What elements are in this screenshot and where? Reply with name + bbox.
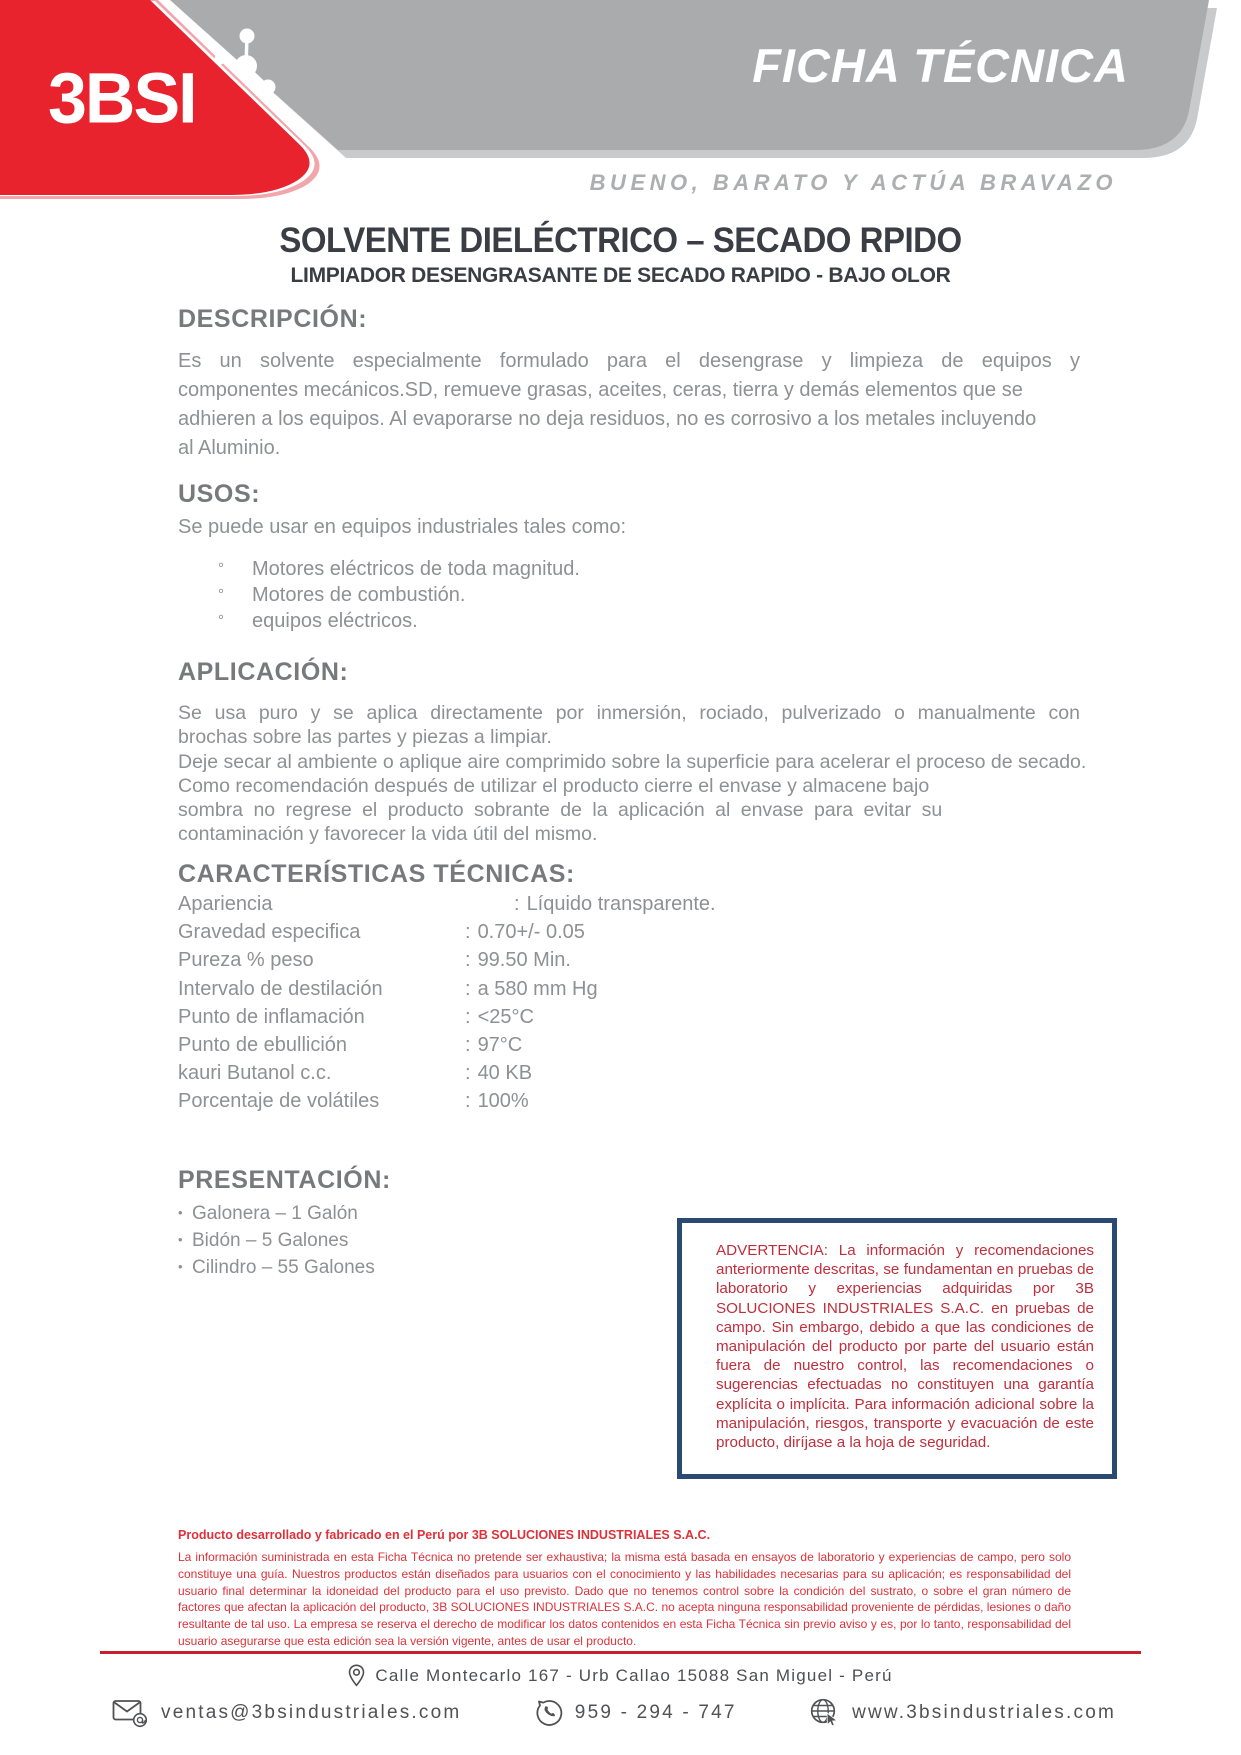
footer-divider <box>100 1651 1141 1654</box>
list-item-label: equipos eléctricos. <box>252 610 418 632</box>
aplicacion-line: contaminación y favorecer la vida útil del mismo. <box>178 823 598 846</box>
spec-separator: : <box>465 977 471 1000</box>
email-group <box>112 1699 461 1728</box>
logo-text: 3BSI <box>48 58 196 138</box>
location-pin-icon <box>348 1664 365 1687</box>
tagline: BUENO, BARATO Y ACTÚA BRAVAZO <box>589 170 1117 195</box>
spec-value: 97°C <box>477 1034 523 1057</box>
spec-value: 100% <box>477 1090 529 1113</box>
aplicacion-line: Se usa puro y se aplica directamente por inmersión, rociado, pulverizado o manualmente con <box>178 702 1080 724</box>
spec-separator: : <box>465 1005 471 1028</box>
spec-label: Punto de inflamación <box>178 1005 365 1028</box>
usos-list <box>178 556 1080 634</box>
address-row <box>0 1664 1241 1687</box>
list-item-label: Galonera – 1 Galón <box>192 1203 358 1224</box>
spec-separator: : <box>465 921 471 944</box>
usos-intro: Se puede usar en equipos industriales tales como: <box>178 516 627 538</box>
usos-heading: USOS: <box>178 480 261 508</box>
description-line: adhieren a los equipos. Al evaporarse no deja residuos, no es corrosivo a los metales incluyendo <box>178 408 1037 430</box>
description-line: al Aluminio. <box>178 437 281 459</box>
list-item-label: Bidón – 5 Galones <box>192 1230 349 1251</box>
bullet-circle-icon: ° <box>218 560 224 577</box>
warning-box <box>677 1218 1117 1479</box>
email-envelope-icon <box>112 1699 149 1728</box>
phone-text: 959 - 294 - 747 <box>574 1702 737 1723</box>
spec-separator: : <box>465 949 471 972</box>
list-item <box>178 582 1080 608</box>
page-title: SOLVENTE DIELÉCTRICO – SECADO RPIDO <box>279 219 962 260</box>
legal-body: La información suministrada en esta Ficha Técnica no pretende ser exhaustiva; la misma está basada en ensayos de laboratorio y experiencias de campo, pero solo constituye una guía. Nuestros productos están diseñados para usuarios con el conocimiento y las habilidades necesarias para su aplicación; es responsabilidad del usuario final determinar la idoneidad del producto para el uso previsto. Dado que no tenemos control sobre la condición del sustrato, o sobre el gran número de factores que afectan la aplicación del producto, 3B SOLUCIONES INDUSTRIALES S.A.C. no acepta ninguna responsabilidad proveniente de pérdidas, lesiones o daño resultante de tal uso. La empresa se reserva el derecho de modificar los datos contenidos en esta Ficha Técnica sin previo aviso y es, por lo tanto, responsabilidad del usuario asegurarse que esta edición sea la versión vigente, antes de usar el producto. <box>178 1550 1071 1648</box>
table-row <box>178 975 1080 1003</box>
spec-value: Líquido transparente. <box>526 893 716 915</box>
spec-label: Porcentaje de volátiles <box>178 1090 380 1113</box>
spec-separator: : <box>465 1062 471 1085</box>
spec-label: Punto de ebullición <box>178 1034 348 1057</box>
spec-label: Intervalo de destilación <box>178 977 383 1000</box>
aplicacion-line: Como recomendación después de utilizar el producto cierre el envase y almacene bajo <box>178 774 930 797</box>
bullet-dot-icon: • <box>178 1232 183 1247</box>
banner-title: FICHA TÉCNICA <box>752 39 1129 92</box>
specs-table <box>178 890 1080 1116</box>
spec-label: kauri Butanol c.c. <box>178 1062 332 1085</box>
molecule-icon <box>204 22 296 102</box>
aplicacion-line: sombra no regrese el producto sobrante de la aplicación al envase para evitar su <box>178 799 943 822</box>
description-line: componentes mecánicos.SD, remueve grasas, aceites, ceras, tierra y demás elementos que se <box>178 379 1023 401</box>
aplicacion-line: brochas sobre las partes y piezas a limpiar. <box>178 726 552 749</box>
warning-text: ADVERTENCIA: La información y recomendaciones anteriormente descritas, se fundamentan en pruebas de laboratorio y experiencias adquiridas por 3B SOLUCIONES INDUSTRIALES S.A.C. en pruebas de campo. Sin embargo, debido a que las condiciones de manipulación del producto por parte del usuario están fuera de nuestro control, las recomendaciones o sugerencias efectuadas no constituyen una garantía explícita o implícita. Para información adicional sobre la manipulación, riesgos, transporte y evacuación de este producto, diríjase a la hoja de seguridad. <box>716 1242 1094 1452</box>
aplicacion-heading: APLICACIÓN: <box>178 658 349 686</box>
whatsapp-phone-icon <box>535 1699 563 1727</box>
specs-heading: CARACTERÍSTICAS TÉCNICAS: <box>178 860 575 888</box>
address-text: Calle Montecarlo 167 - Urb Callao 15088 San Miguel - Perú <box>375 1665 893 1685</box>
spec-separator: : <box>514 893 520 915</box>
list-item-label: Motores eléctricos de toda magnitud. <box>252 558 580 580</box>
description-line: Es un solvente especialmente formulado para el desengrase y limpieza de equipos y <box>178 350 1080 372</box>
spec-value: 0.70+/- 0.05 <box>477 921 585 944</box>
website-group <box>810 1698 1116 1728</box>
list-item-label: Motores de combustión. <box>252 584 466 606</box>
legal-intro: Producto desarrollado y fabricado en el Perú por 3B SOLUCIONES INDUSTRIALES S.A.C. <box>178 1528 711 1542</box>
aplicacion-line: Deje secar al ambiente o aplique aire comprimido sobre la superficie para acelerar el proceso de secado. <box>178 750 1087 773</box>
spec-separator: : <box>465 1090 471 1113</box>
table-row <box>178 890 1080 918</box>
presentacion-heading: PRESENTACIÓN: <box>178 1166 391 1194</box>
bullet-circle-icon: ° <box>218 612 224 629</box>
contact-row <box>112 1698 1116 1728</box>
table-row <box>178 1087 1080 1115</box>
phone-group <box>535 1699 737 1727</box>
title-block <box>0 221 1241 288</box>
aplicacion-paragraph <box>178 701 1087 847</box>
spec-label: Pureza % peso <box>178 949 314 972</box>
spec-label: Gravedad especifica <box>178 921 361 944</box>
description-heading: DESCRIPCIÓN: <box>178 305 368 333</box>
table-row <box>178 1059 1080 1087</box>
table-row <box>178 1003 1080 1031</box>
table-row <box>178 1031 1080 1059</box>
spec-value: 99.50 Min. <box>477 949 571 972</box>
table-row <box>178 946 1080 974</box>
globe-web-icon <box>810 1698 840 1728</box>
spec-separator: : <box>465 1034 471 1057</box>
email-text: ventas@3bsindustriales.com <box>161 1702 462 1723</box>
spec-value: <25°C <box>477 1005 534 1028</box>
bullet-circle-icon: ° <box>218 586 224 603</box>
spec-value: 40 KB <box>477 1062 533 1085</box>
spec-label: Apariencia <box>178 893 273 915</box>
description-paragraph <box>178 347 1080 463</box>
bullet-dot-icon: • <box>178 1205 183 1220</box>
spec-value: a 580 mm Hg <box>477 977 598 1000</box>
list-item <box>178 608 1080 634</box>
page-subtitle: LIMPIADOR DESENGRASANTE DE SECADO RAPIDO - BAJO OLOR <box>290 264 951 287</box>
website-text: www.3bsindustriales.com <box>852 1702 1116 1723</box>
table-row <box>178 918 1080 946</box>
bullet-dot-icon: • <box>178 1259 183 1274</box>
list-item <box>178 556 1080 582</box>
list-item-label: Cilindro – 55 Galones <box>192 1257 375 1278</box>
